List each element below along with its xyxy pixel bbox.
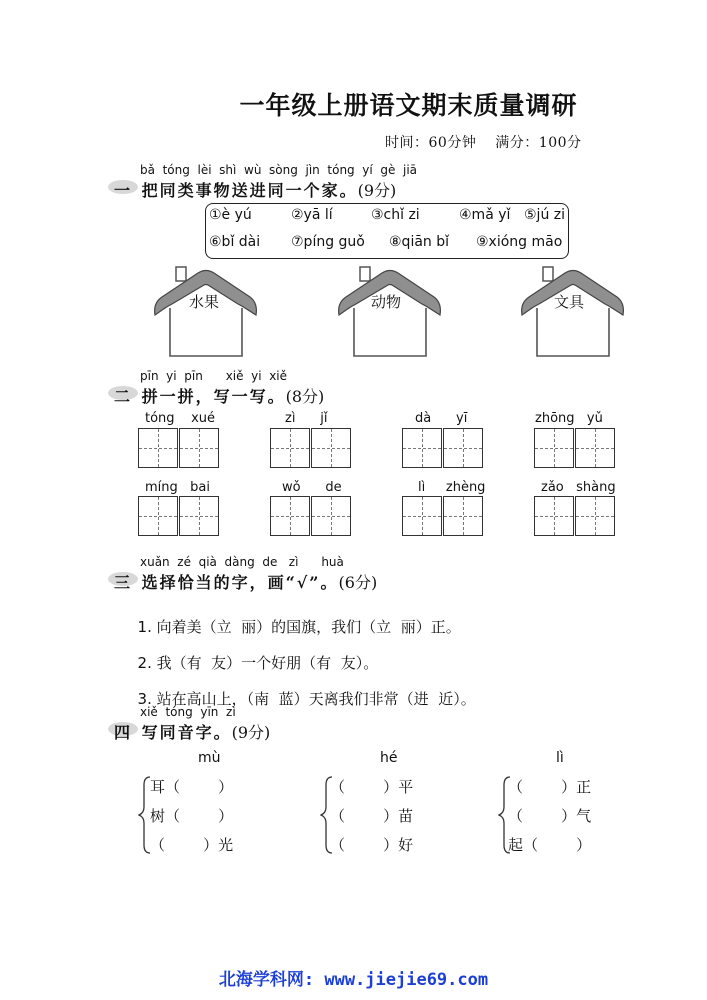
question-3 xyxy=(128,670,476,709)
house-label: 动物 xyxy=(371,293,402,311)
group-pinyin: lì xyxy=(556,750,564,766)
question-1 xyxy=(128,598,461,637)
blank-line[interactable]: （ ）好 xyxy=(330,836,414,854)
writing-cell[interactable] xyxy=(575,428,615,468)
writing-cell[interactable] xyxy=(311,428,351,468)
word-item: ⑧qiān bǐ xyxy=(389,234,450,250)
section4-title: 写同音字。 xyxy=(141,723,232,742)
section1-points: (9分) xyxy=(357,181,397,200)
writing-cell[interactable] xyxy=(270,496,310,536)
writing-cell[interactable] xyxy=(402,428,442,468)
word-item: ⑥bǐ dài xyxy=(209,234,261,250)
word-item: ⑦píng guǒ xyxy=(291,234,365,250)
grid-pinyin: wǒ de xyxy=(282,480,342,495)
blank-line[interactable]: 树（ ） xyxy=(150,807,234,825)
blank-line[interactable]: （ ）光 xyxy=(150,836,234,854)
house-fruit xyxy=(150,263,260,363)
blank-line[interactable]: （ ）苗 xyxy=(330,807,414,825)
house-icon xyxy=(334,263,444,363)
blank-line[interactable]: （ ）正 xyxy=(508,778,592,796)
house-animal xyxy=(334,263,444,363)
section1-title-row xyxy=(112,178,396,201)
question-number: 1. xyxy=(137,618,152,636)
exam-meta xyxy=(385,132,596,152)
question-text[interactable]: 我（有 友）一个好朋（有 友）。 xyxy=(156,654,379,672)
section3-number: 三 xyxy=(112,570,134,593)
section2-title-row xyxy=(112,384,324,407)
section3-title-row xyxy=(112,570,377,593)
section4-pinyin: xiě tóng yīn zì xyxy=(140,705,236,719)
question-number: 3. xyxy=(137,690,152,708)
exam-full-score: 满分：100分 xyxy=(495,135,582,151)
question-number: 2. xyxy=(137,654,152,672)
section1-title: 把同类事物送进同一个家。 xyxy=(141,181,358,200)
blank-line[interactable]: （ ）平 xyxy=(330,778,414,796)
house-label: 文具 xyxy=(554,293,585,311)
section1-number: 一 xyxy=(112,178,134,201)
grid-pinyin: zhōng yǔ xyxy=(535,411,603,426)
writing-cell[interactable] xyxy=(534,496,574,536)
writing-cell[interactable] xyxy=(179,428,219,468)
grid-pinyin: zǎo shàng xyxy=(541,480,616,495)
grid-pinyin: tóng xué xyxy=(145,411,216,426)
writing-cell[interactable] xyxy=(270,428,310,468)
section4-number: 四 xyxy=(112,720,134,743)
writing-cell[interactable] xyxy=(443,496,483,536)
word-item: ④mǎ yǐ xyxy=(459,207,511,223)
writing-cell[interactable] xyxy=(443,428,483,468)
page-title: 一年级上册语文期末质量调研 xyxy=(239,91,578,120)
house-stationery xyxy=(517,263,627,363)
writing-cell[interactable] xyxy=(575,496,615,536)
writing-cell[interactable] xyxy=(534,428,574,468)
question-text[interactable]: 站在高山上，（南 蓝）天离我们非常（进 近）。 xyxy=(156,690,476,708)
exam-time: 时间：60分钟 xyxy=(385,135,477,151)
section1-pinyin: bǎ tóng lèi shì wù sòng jìn tóng yí gè jiā xyxy=(140,163,418,177)
house-icon xyxy=(150,263,260,363)
writing-cell[interactable] xyxy=(311,496,351,536)
writing-cell[interactable] xyxy=(138,428,178,468)
section3-title: 选择恰当的字，画“√”。 xyxy=(141,573,339,592)
house-icon xyxy=(517,263,627,363)
writing-cell[interactable] xyxy=(402,496,442,536)
house-label: 水果 xyxy=(189,293,220,311)
grid-pinyin: míng bai xyxy=(145,480,210,495)
section3-pinyin: xuǎn zé qià dàng de zì huà xyxy=(140,555,344,569)
word-bank-box xyxy=(205,203,569,259)
section2-number: 二 xyxy=(112,384,134,407)
blank-line[interactable]: 起（ ） xyxy=(508,836,592,854)
group-pinyin: hé xyxy=(380,750,398,766)
section2-points: (8分) xyxy=(285,387,325,406)
word-item: ③chǐ zi xyxy=(371,207,420,223)
word-item: ⑤jú zi xyxy=(524,207,566,223)
word-item: ⑨xióng māo xyxy=(476,234,563,250)
section4-points: (9分) xyxy=(231,723,271,742)
question-2 xyxy=(128,634,378,673)
word-item: ①è yú xyxy=(209,207,252,223)
section4-title-row xyxy=(112,720,270,743)
grid-pinyin: zì jǐ xyxy=(285,411,328,426)
group-pinyin: mù xyxy=(198,750,221,766)
blank-line[interactable]: 耳（ ） xyxy=(150,778,234,796)
footer-watermark: 北海学科网: www.jiejie69.com xyxy=(218,970,489,990)
question-text[interactable]: 向着美（立 丽）的国旗，我们（立 丽）正。 xyxy=(156,618,461,636)
writing-cell[interactable] xyxy=(138,496,178,536)
blank-line[interactable]: （ ）气 xyxy=(508,807,592,825)
section2-title: 拼一拼，写一写。 xyxy=(141,387,286,406)
grid-pinyin: lì zhèng xyxy=(418,480,486,495)
section2-pinyin: pīn yi pīn xiě yi xiě xyxy=(140,369,288,383)
grid-pinyin: dà yī xyxy=(415,411,468,426)
section3-points: (6分) xyxy=(338,573,378,592)
word-item: ②yā lí xyxy=(291,207,333,223)
writing-cell[interactable] xyxy=(179,496,219,536)
